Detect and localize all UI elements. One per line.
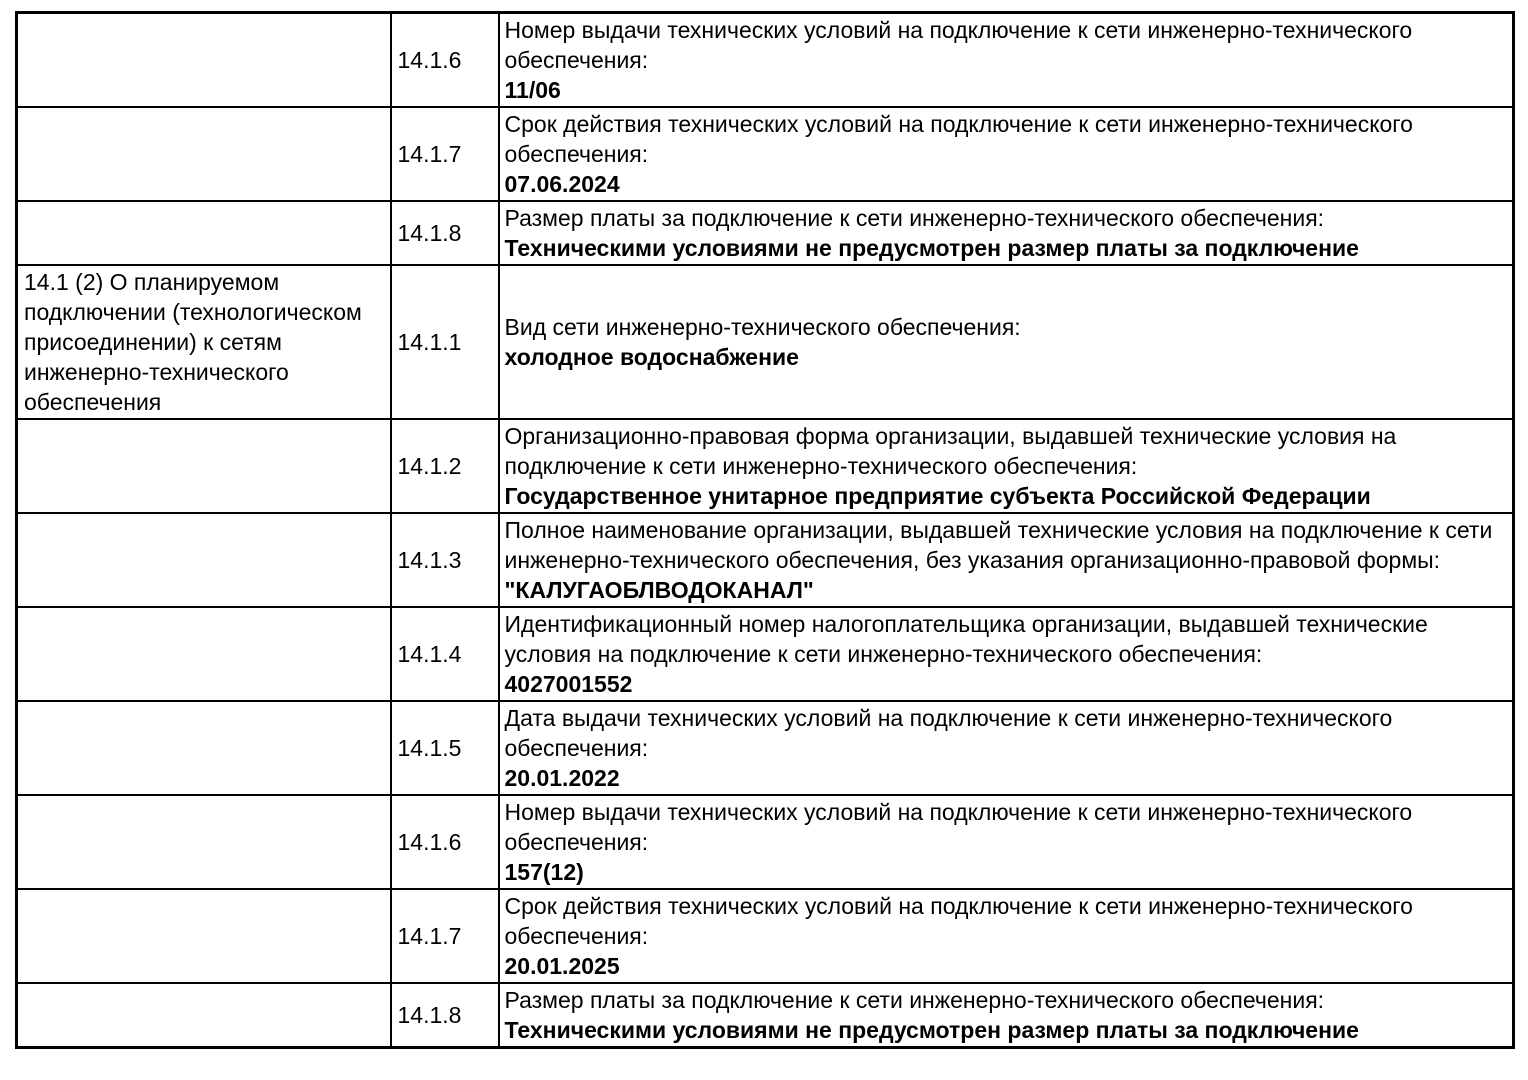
detail-cell [499,419,1514,513]
field-label: Дата выдачи технических условий на подключение к сети инженерно-технического обеспечения: [504,705,1393,761]
category-cell [17,265,391,419]
field-label: Срок действия технических условий на подключение к сети инженерно-технического обеспечения: [504,111,1413,167]
item-number-cell [391,607,499,701]
field-value: 20.01.2022 [504,765,620,791]
field-label: Вид сети инженерно-технического обеспечения: [504,314,1021,340]
field-label: Размер платы за подключение к сети инженерно-технического обеспечения: [504,205,1325,231]
field-label: Полное наименование организации, выдавшей технические условия на подключение к сети инженерно-технического обеспечения, без указания организационно-правовой формы: [504,517,1493,573]
table-row [17,889,1514,983]
field-value: 11/06 [504,77,561,103]
item-number: 14.1.2 [397,453,462,479]
field-value: 4027001552 [504,671,633,697]
table-row [17,795,1514,889]
table-row [17,201,1514,265]
table-body [17,13,1514,1048]
item-number: 14.1.6 [397,47,462,73]
table-row [17,513,1514,607]
item-number: 14.1.3 [397,547,462,573]
category-cell [17,201,391,265]
category-cell [17,607,391,701]
category-text: 14.1 (2) О планируемом подключении (технологическом присоединении) к сетям инженерно-технического обеспечения [24,269,362,415]
field-label: Номер выдачи технических условий на подключение к сети инженерно-технического обеспечения: [504,799,1413,855]
item-number: 14.1.5 [397,735,462,761]
field-value: 07.06.2024 [504,171,620,197]
detail-cell [499,983,1514,1048]
field-value: Техническими условиями не предусмотрен размер платы за подключение [504,235,1359,261]
field-label: Организационно-правовая форма организации, выдавшей технические условия на подключение к сети инженерно-технического обеспечения: [504,423,1397,479]
detail-cell [499,201,1514,265]
category-cell [17,983,391,1048]
item-number: 14.1.7 [397,141,462,167]
item-number-cell [391,265,499,419]
detail-cell [499,513,1514,607]
field-label: Идентификационный номер налогоплательщика организации, выдавшей технические условия на подключение к сети инженерно-технического обеспечения: [504,611,1428,667]
item-number-cell [391,513,499,607]
category-cell [17,795,391,889]
table-row [17,265,1514,419]
item-number: 14.1.4 [397,641,462,667]
table-row [17,419,1514,513]
item-number-cell [391,795,499,889]
item-number-cell [391,107,499,201]
field-value: "КАЛУГАОБЛВОДОКАНАЛ" [504,577,814,603]
field-value: 157(12) [504,859,584,885]
field-value: 20.01.2025 [504,953,620,979]
item-number: 14.1.8 [397,220,462,246]
item-number-cell [391,983,499,1048]
detail-cell [499,107,1514,201]
item-number-cell [391,13,499,108]
detail-cell [499,265,1514,419]
detail-cell [499,795,1514,889]
item-number-cell [391,701,499,795]
item-number: 14.1.8 [397,1002,462,1028]
category-cell [17,13,391,108]
table-row [17,983,1514,1048]
table-row [17,107,1514,201]
category-cell [17,513,391,607]
category-cell [17,701,391,795]
category-cell [17,889,391,983]
item-number-cell [391,889,499,983]
item-number: 14.1.6 [397,829,462,855]
field-value: Государственное унитарное предприятие субъекта Российской Федерации [504,483,1371,509]
detail-cell [499,13,1514,108]
field-label: Размер платы за подключение к сети инженерно-технического обеспечения: [504,987,1325,1013]
item-number: 14.1.7 [397,923,462,949]
detail-cell [499,607,1514,701]
detail-cell [499,701,1514,795]
category-cell [17,419,391,513]
declaration-table [15,11,1515,1049]
field-label: Номер выдачи технических условий на подключение к сети инженерно-технического обеспечения: [504,17,1413,73]
category-cell [17,107,391,201]
table-row [17,13,1514,108]
field-value: холодное водоснабжение [504,344,799,370]
table-row [17,607,1514,701]
item-number-cell [391,419,499,513]
table-row [17,701,1514,795]
item-number-cell [391,201,499,265]
field-value: Техническими условиями не предусмотрен размер платы за подключение [504,1017,1359,1043]
detail-cell [499,889,1514,983]
item-number: 14.1.1 [397,329,462,355]
field-label: Срок действия технических условий на подключение к сети инженерно-технического обеспечения: [504,893,1413,949]
